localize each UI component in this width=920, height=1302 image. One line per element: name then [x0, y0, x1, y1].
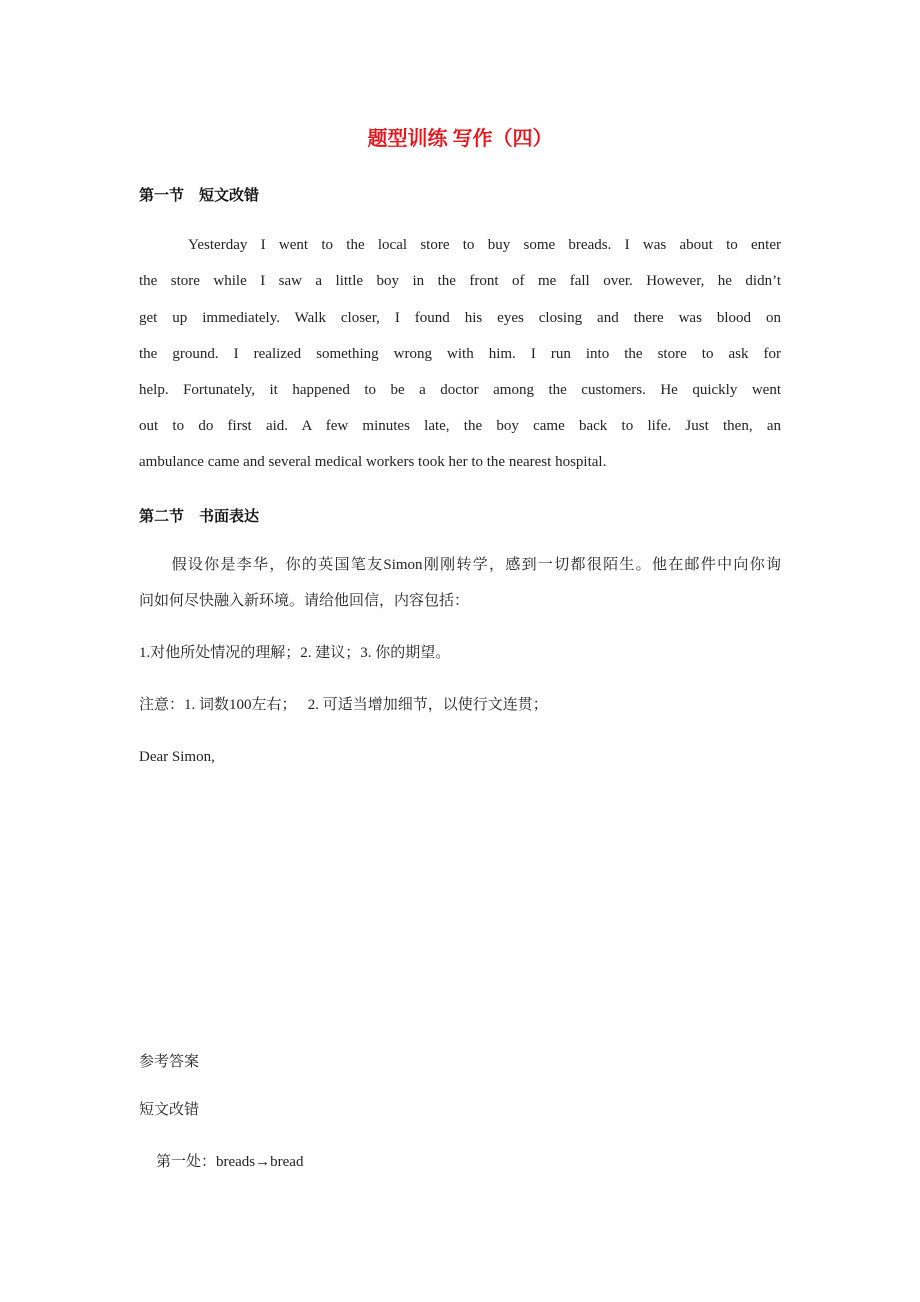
section2-heading: 第二节 书面表达 — [139, 509, 260, 525]
answers-heading: 参考答案 — [139, 1054, 200, 1070]
prompt-line: 假设你是李华，你的英国笔友Simon刚刚转学，感到一切都很陌生。他在邮件中向你询 — [139, 557, 781, 573]
prompt-line: 问如何尽快融入新环境。请给他回信，内容包括： — [139, 593, 470, 609]
paragraph-line: out to do first aid. A few minutes late, the boy came back to life. Just then, an — [139, 418, 781, 434]
section1-heading: 第一节 短文改错 — [139, 188, 260, 204]
paragraph-line: help. Fortunately, it happened to be a doctor among the customers. He quickly went — [139, 382, 781, 398]
content-points: 1.对他所处情况的理解；2. 建议；3. 你的期望。 — [139, 645, 451, 661]
paragraph-line: the ground. I realized something wrong with him. I run into the store to ask for — [139, 346, 781, 362]
salutation: Dear Simon, — [139, 749, 215, 765]
paragraph-line: Yesterday I went to the local store to buy some breads. I was about to enter — [139, 237, 781, 253]
answer-item: 第一处：breads→bread — [156, 1154, 304, 1170]
writing-notes: 注意：1. 词数100左右； 2. 可适当增加细节，以使行文连贯； — [139, 697, 548, 713]
answers-subheading: 短文改错 — [139, 1102, 200, 1118]
paragraph-line: the store while I saw a little boy in the front of me fall over. However, he didn’t — [139, 273, 781, 289]
paragraph-line: ambulance came and several medical workers took her to the nearest hospital. — [139, 454, 607, 470]
paragraph-line: get up immediately. Walk closer, I found his eyes closing and there was blood on — [139, 310, 781, 326]
document-title: 题型训练 写作（四） — [367, 128, 553, 150]
